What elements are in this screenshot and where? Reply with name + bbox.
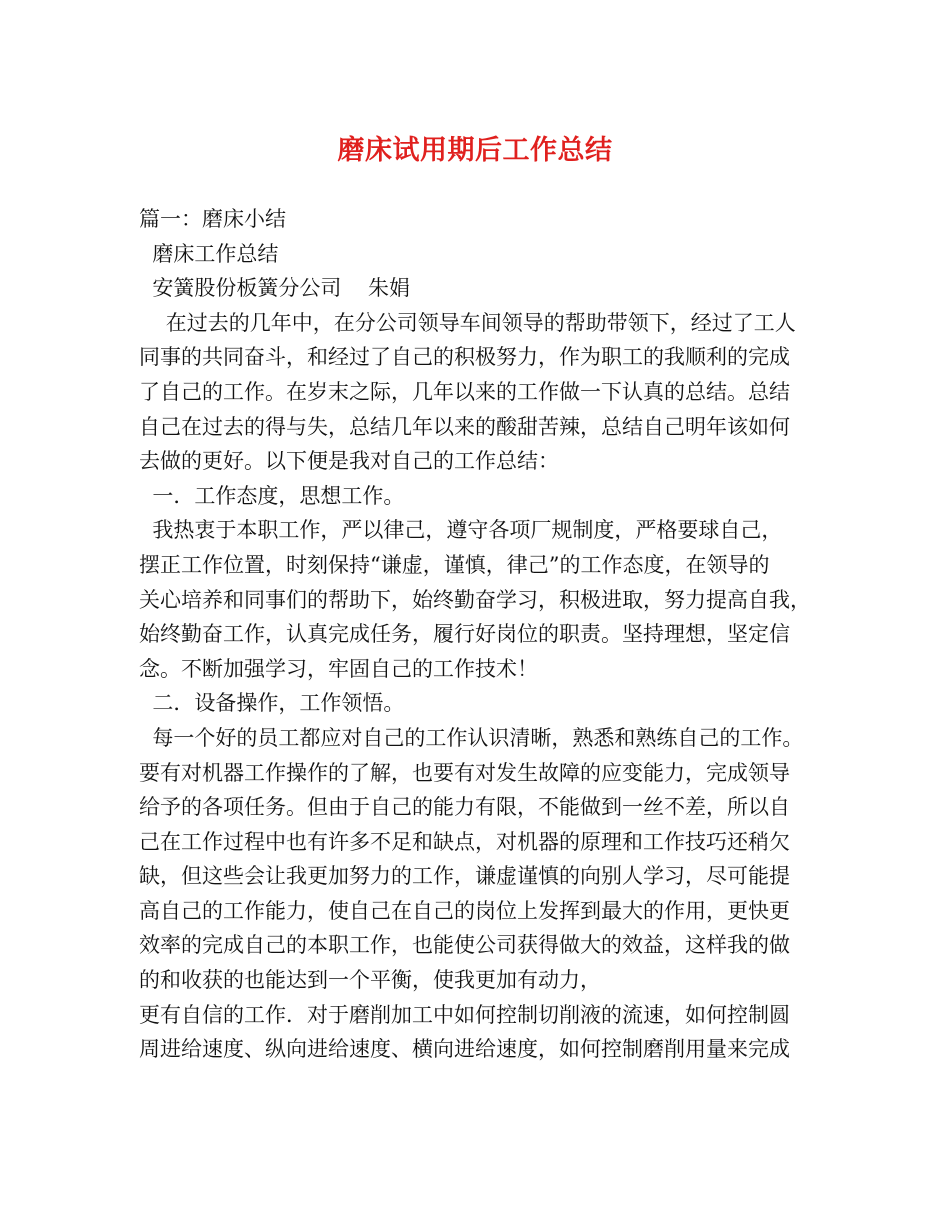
paragraph-line: 安簧股份板簧分公司 朱娟 xyxy=(139,276,411,301)
paragraph-line: 摆正工作位置，时刻保持“谦虚，谨慎，律己”的工作态度，在领导的 xyxy=(139,552,770,577)
document-title: 磨床试用期后工作总结 xyxy=(337,135,613,166)
paragraph-line: 周进给速度、纵向进给速度、横向进给速度，如何控制磨削用量来完成 xyxy=(139,1037,790,1062)
paragraph-line: 一．工作态度，思想工作。 xyxy=(139,483,405,508)
paragraph-line: 在过去的几年中，在分公司领导车间领导的帮助带领下，经过了工人 xyxy=(139,310,796,335)
paragraph-line: 篇一：磨床小结 xyxy=(139,207,286,231)
paragraph-line: 自己在过去的得与失，总结几年以来的酸甜苦辣，总结自己明年该如何 xyxy=(139,414,790,439)
paragraph-line: 磨床工作总结 xyxy=(139,241,279,266)
paragraph-line: 二．设备操作，工作领悟。 xyxy=(139,691,405,716)
paragraph-line: 更有自信的工作．对于磨削加工中如何控制切削液的流速，如何控制圆 xyxy=(139,1002,790,1027)
paragraph-line: 给予的各项任务。但由于自己的能力有限，不能做到一丝不差，所以自 xyxy=(139,795,790,820)
document-body xyxy=(139,202,819,1067)
paragraph-line: 去做的更好。以下便是我对自己的工作总结： xyxy=(139,449,559,474)
paragraph-line: 每一个好的员工都应对自己的工作认识清晰，熟悉和熟练自己的工作。 xyxy=(139,725,804,750)
paragraph-line: 念。不断加强学习，牢固自己的工作技术！ xyxy=(139,656,538,681)
paragraph-line: 高自己的工作能力，使自己在自己的岗位上发挥到最大的作用，更快更 xyxy=(139,898,790,923)
paragraph-line: 己在工作过程中也有许多不足和缺点，对机器的原理和工作技巧还稍欠 xyxy=(139,829,790,854)
paragraph-line: 要有对机器工作操作的了解，也要有对发生故障的应变能力，完成领导 xyxy=(139,760,790,785)
paragraph-line: 同事的共同奋斗，和经过了自己的积极努力，作为职工的我顺利的完成 xyxy=(139,345,790,370)
paragraph-line: 效率的完成自己的本职工作，也能使公司获得做大的效益，这样我的做 xyxy=(139,933,790,958)
paragraph-line: 了自己的工作。在岁末之际，几年以来的工作做一下认真的总结。总结 xyxy=(139,379,790,404)
paragraph-line: 关心培养和同事们的帮助下，始终勤奋学习，积极进取，努力提高自我， xyxy=(139,587,811,612)
paragraph-line: 始终勤奋工作，认真完成任务，履行好岗位的职责。坚持理想，坚定信 xyxy=(139,622,790,647)
paragraph-line: 我热衷于本职工作，严以律己，遵守各项厂规制度，严格要球自己， xyxy=(139,518,783,543)
paragraph-line: 的和收获的也能达到一个平衡，使我更加有动力， xyxy=(139,968,601,993)
paragraph-line: 缺，但这些会让我更加努力的工作，谦虚谨慎的向别人学习，尽可能提 xyxy=(139,864,790,889)
